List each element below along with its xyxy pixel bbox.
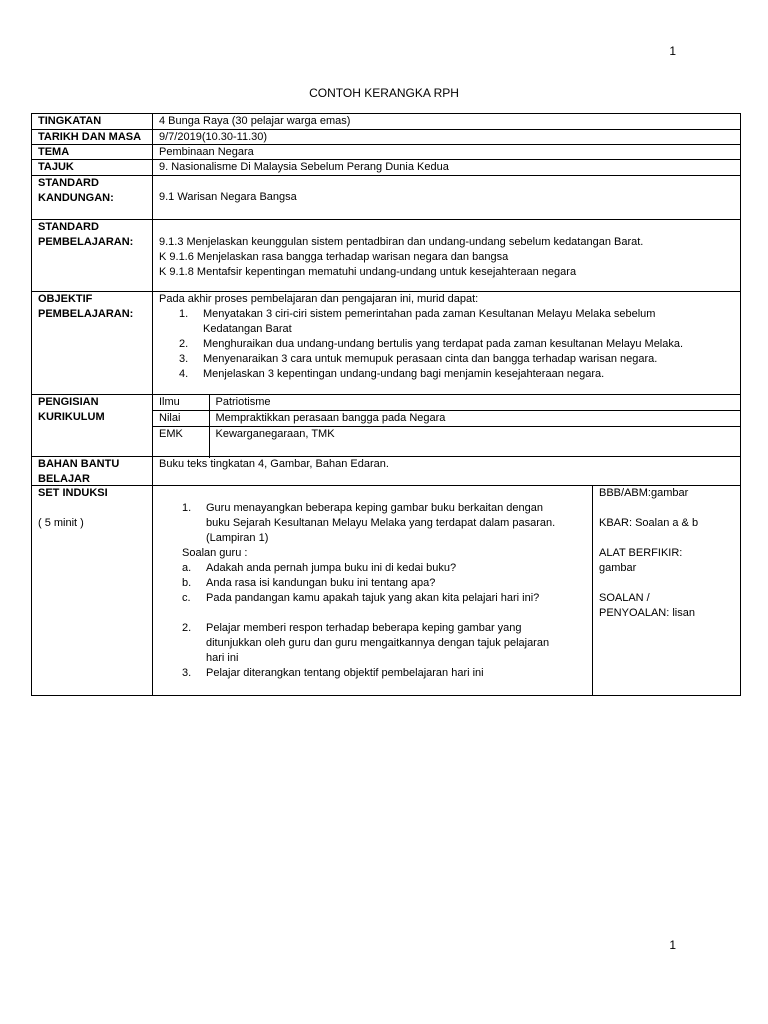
value-objektif [153,292,740,394]
table-row [153,427,740,458]
label-objektif-line1: OBJEKTIF [38,293,93,305]
label-tarikh: TARIKH DAN MASA [32,130,153,144]
set-induksi-steps-2 [159,621,586,681]
value-pengisian [153,395,740,456]
sp-line: K 9.1.8 Mentafsir kepentingan mematuhi undang-undang untuk kesejahteraan negara [159,266,577,278]
label-set-induksi-title: SET INDUKSI [38,487,108,499]
label-bahan-line1: BAHAN BANTU [38,458,120,470]
value-tingkatan: 4 Bunga Raya (30 pelajar warga emas) [159,115,351,127]
label-objektif-line2: PEMBELAJARAN: [38,308,134,320]
label-standard-pembelajaran [32,220,153,291]
label-bahan-line2: BELAJAR [38,473,90,485]
row-tarikh [32,129,740,144]
pengisian-value: Kewarganegaraan, TMK [209,427,740,458]
value-standard-kandungan: 9.1 Warisan Negara Bangsa [159,191,297,203]
label-bahan [32,457,153,485]
note-alat-berfikir: ALAT BERFIKIR: [599,547,683,559]
value-bahan: Buku teks tingkatan 4, Gambar, Bahan Edaran. [159,458,389,470]
row-objektif [32,291,740,394]
label-pengisian-line1: PENGISIAN [38,396,99,408]
label-sp-line1: STANDARD [38,221,99,233]
note-penyoalan: PENYOALAN: lisan [599,607,695,619]
label-set-induksi-duration: ( 5 minit ) [38,517,84,529]
set-induksi-steps [159,501,586,546]
objektif-list [159,307,734,382]
label-standard-kandungan [32,176,153,219]
value-set-induksi [153,486,592,695]
row-set-induksi [32,485,740,695]
label-pengisian-line2: KURIKULUM [38,411,105,423]
label-pengisian [32,395,153,456]
list-item: b. Anda rasa isi kandungan buku ini tentang apa? [182,577,436,589]
list-item: 2. Menghuraikan dua undang-undang bertulis yang terdapat pada zaman kesultanan Melayu Melaka. [179,338,684,350]
set-induksi-side-notes [592,486,740,695]
value-tajuk: 9. Nasionalisme Di Malaysia Sebelum Perang Dunia Kedua [159,161,449,173]
pengisian-table [153,395,740,458]
pengisian-value: Mempraktikkan perasaan bangga pada Negara [209,411,740,427]
label-tajuk: TAJUK [32,160,153,175]
row-bahan [32,456,740,485]
label-tema: TEMA [32,145,153,159]
value-tema: Pembinaan Negara [159,146,254,158]
label-standard-kandungan-line1: STANDARD [38,177,99,189]
list-item: 1. Guru menayangkan beberapa keping gambar buku berkaitan dengan buku Sejarah Kesultanan Melayu Melaka yang terdapat dalam pasaran. (Lampiran 1) [182,502,556,544]
row-tema [32,144,740,159]
objektif-intro: Pada akhir proses pembelajaran dan pengajaran ini, murid dapat: [159,293,479,305]
label-objektif [32,292,153,394]
row-tajuk [32,159,740,175]
pengisian-key: Nilai [153,411,209,427]
pengisian-key: Ilmu [153,395,209,411]
soalan-guru-title: Soalan guru : [182,547,248,559]
row-standard-pembelajaran [32,219,740,291]
page-number-bottom: 1 [669,938,676,952]
list-item: 1. Menyatakan 3 ciri-ciri sistem pemerintahan pada zaman Kesultanan Melayu Melaka sebelum Kedatangan Barat [179,308,656,335]
page-number-top: 1 [669,44,676,58]
row-standard-kandungan [32,175,740,219]
rph-table [31,113,741,696]
note-kbar: KBAR: Soalan a & b [599,517,699,529]
value-tarikh: 9/7/2019(10.30-11.30) [159,131,268,143]
note-soalan: SOALAN / [599,592,650,604]
row-tingkatan [32,114,740,129]
sp-line: K 9.1.6 Menjelaskan rasa bangga terhadap warisan negara dan bangsa [159,251,509,263]
note-alat-berfikir-value: gambar [599,562,637,574]
sp-line: 9.1.3 Menjelaskan keunggulan sistem pentadbiran dan undang-undang sebelum kedatangan Barat. [159,236,644,248]
value-standard-pembelajaran [153,220,740,291]
label-standard-kandungan-line2: KANDUNGAN: [38,192,114,204]
table-row [153,411,740,427]
pengisian-key: EMK [153,427,209,458]
note-bbb: BBB/ABM:gambar [599,487,689,499]
list-item: 3. Pelajar diterangkan tentang objektif pembelajaran hari ini [182,667,484,679]
list-item: c. Pada pandangan kamu apakah tajuk yang akan kita pelajari hari ini? [182,592,540,604]
row-pengisian [32,394,740,456]
list-item: 2. Pelajar memberi respon terhadap beberapa keping gambar yang ditunjukkan oleh guru dan guru mengaitkannya dengan tajuk pelajaran hari ini [182,622,550,664]
list-item: 4. Menjelaskan 3 kepentingan undang-undang bagi menjamin kesejahteraan negara. [179,368,605,380]
label-tingkatan: TINGKATAN [32,114,153,129]
table-row [153,395,740,411]
label-sp-line2: PEMBELAJARAN: [38,236,134,248]
label-set-induksi [32,486,153,695]
document-title: CONTOH KERANGKA RPH [309,86,459,100]
list-item: 3. Menyenaraikan 3 cara untuk memupuk perasaan cinta dan bangga terhadap warisan negara. [179,353,658,365]
soalan-guru-list [159,561,586,606]
list-item: a. Adakah anda pernah jumpa buku ini di kedai buku? [182,562,457,574]
pengisian-value: Patriotisme [215,396,271,408]
